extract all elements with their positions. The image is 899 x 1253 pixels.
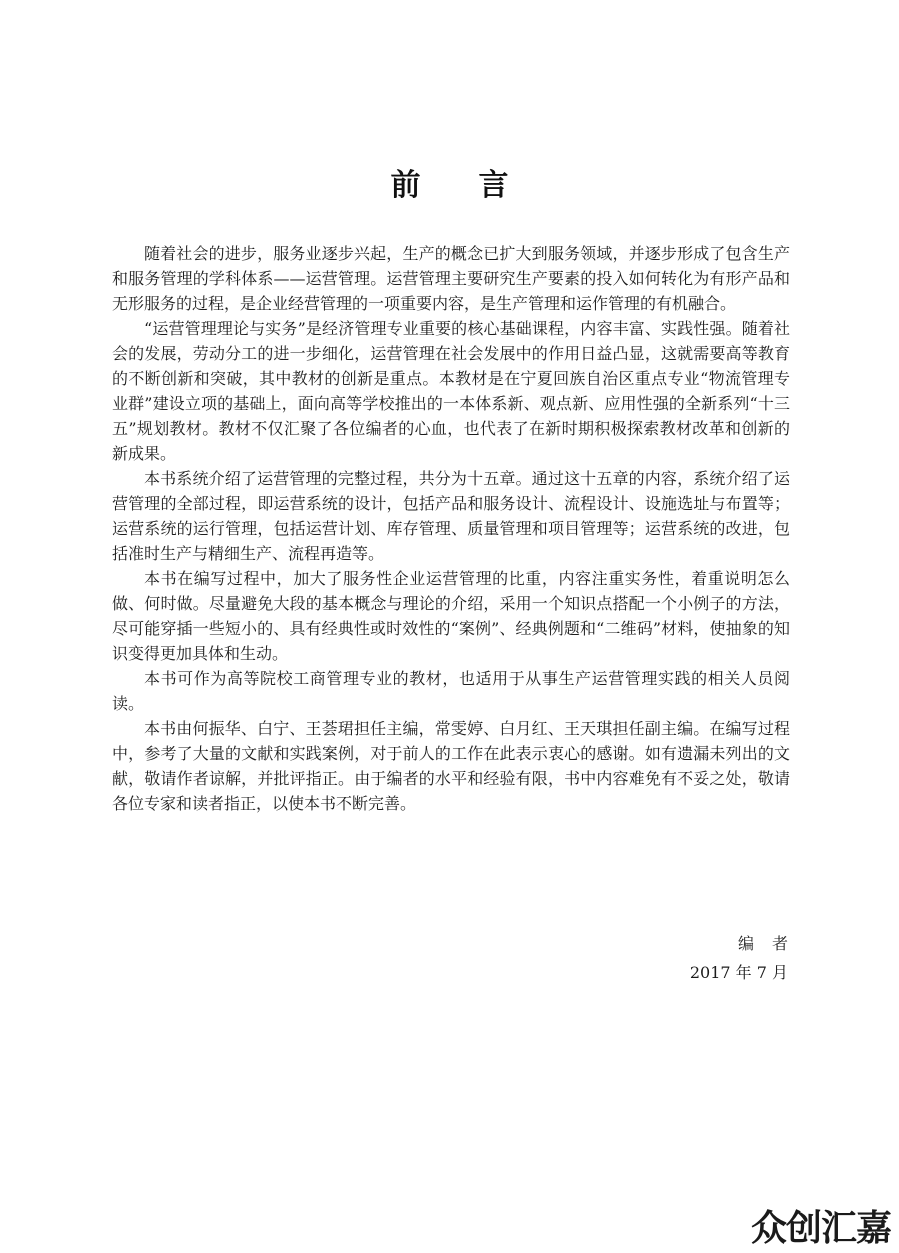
signature-block <box>689 929 806 987</box>
preface-body <box>112 241 790 816</box>
paragraph-6: 本书由何振华、白宁、王荟珺担任主编，常雯婷、白月红、王天琪担任副主编。在编写过程中，参考了大量的文献和实践案例，对于前人的工作在此表示衷心的感谢。如有遗漏未列出的文献，敬请作者谅解，并批评指正。由于编者的水平和经验有限，书中内容难免有不妥之处，敬请各位专家和读者指正，以使本书不断完善。 <box>112 719 790 813</box>
paragraph-4: 本书在编写过程中，加大了服务性企业运营管理的比重，内容注重实务性，着重说明怎么做、何时做。尽量避免大段的基本概念与理论的介绍，采用一个知识点搭配一个小例子的方法，尽可能穿插一些短小的、具有经典性或时效性的“案例”、经典例题和“二维码”材料，使抽象的知识变得更加具体和生动。 <box>112 569 790 663</box>
signature-author: 编者 <box>737 934 806 953</box>
watermark-logo: 众创汇嘉 <box>750 1208 891 1249</box>
paragraph-1: 随着社会的进步，服务业逐步兴起，生产的概念已扩大到服务领域，并逐步形成了包含生产和服务管理的学科体系——运营管理。运营管理主要研究生产要素的投入如何转化为有形产品和无形服务的过程，是企业经营管理的一项重要内容，是生产管理和运作管理的有机融合。 <box>112 244 790 313</box>
paragraph-2: “运营管理理论与实务”是经济管理专业重要的核心基础课程，内容丰富、实践性强。随着社会的发展，劳动分工的进一步细化，运营管理在社会发展中的作用日益凸显，这就需要高等教育的不断创新和突破，其中教材的创新是重点。本教材是在宁夏回族自治区重点专业“物流管理专业群”建设立项的基础上，面向高等学校推出的一本体系新、观点新、应用性强的全新系列“十三五”规划教材。教材不仅汇聚了各位编者的心血，也代表了在新时期积极探索教材改革和创新的新成果。 <box>112 319 790 463</box>
paragraph-3: 本书系统介绍了运营管理的完整过程，共分为十五章。通过这十五章的内容，系统介绍了运营管理的全部过程，即运营系统的设计，包括产品和服务设计、流程设计、设施选址与布置等；运营系统的运行管理，包括运营计划、库存管理、质量管理和项目管理等；运营系统的改进，包括准时生产与精细生产、流程再造等。 <box>112 469 790 563</box>
page-title: 前言 <box>390 168 567 203</box>
signature-date: 2017 年 7 月 <box>689 963 788 982</box>
paragraph-5: 本书可作为高等院校工商管理专业的教材，也适用于从事生产运营管理实践的相关人员阅读。 <box>112 669 790 713</box>
